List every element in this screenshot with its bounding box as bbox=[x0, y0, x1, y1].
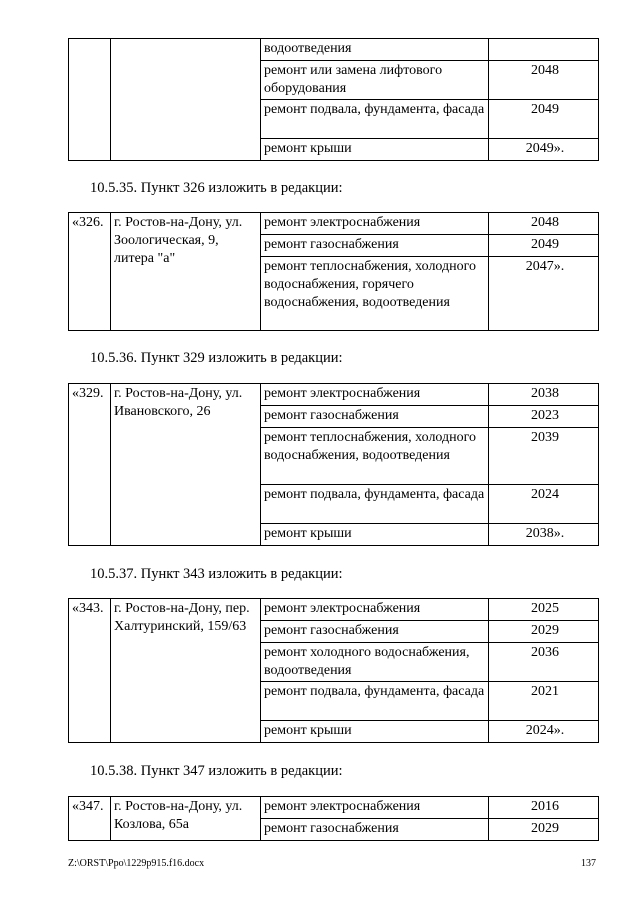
work-cell: ремонт подвала, фундамента, фасада bbox=[261, 485, 489, 524]
table-row bbox=[69, 599, 599, 621]
year-cell: 2021 bbox=[489, 682, 599, 721]
number-cell bbox=[69, 39, 111, 161]
work-cell: ремонт или замена лифтового оборудования bbox=[261, 61, 489, 100]
section-table bbox=[68, 212, 599, 331]
section-heading: 10.5.36. Пункт 329 изложить в редакции: bbox=[90, 350, 343, 366]
work-cell: ремонт газоснабжения bbox=[261, 235, 489, 257]
work-cell: ремонт холодного водоснабжения, водоотведения bbox=[261, 643, 489, 682]
work-cell: ремонт электроснабжения bbox=[261, 213, 489, 235]
work-cell: ремонт подвала, фундамента, фасада bbox=[261, 100, 489, 139]
year-cell: 2049 bbox=[489, 235, 599, 257]
year-cell: 2038 bbox=[489, 384, 599, 406]
section-table bbox=[68, 796, 599, 841]
work-cell: ремонт газоснабжения bbox=[261, 406, 489, 428]
work-cell: ремонт теплоснабжения, холодного водоснабжения, горячего водоснабжения, водоотведения bbox=[261, 257, 489, 331]
footer-page-number: 137 bbox=[581, 858, 596, 869]
address-cell: г. Ростов-на-Дону, ул. Козлова, 65а bbox=[111, 797, 261, 841]
year-cell: 2038». bbox=[489, 524, 599, 546]
table-row bbox=[69, 213, 599, 235]
address-cell: г. Ростов-на-Дону, пер. Халтуринский, 159/63 bbox=[111, 599, 261, 743]
year-cell: 2039 bbox=[489, 428, 599, 485]
year-cell: 2029 bbox=[489, 819, 599, 841]
table-row bbox=[69, 384, 599, 406]
address-cell bbox=[111, 39, 261, 161]
year-cell: 2025 bbox=[489, 599, 599, 621]
table-row bbox=[69, 797, 599, 819]
continuation-table bbox=[68, 38, 599, 161]
work-cell: водоотведения bbox=[261, 39, 489, 61]
year-cell: 2036 bbox=[489, 643, 599, 682]
address-cell: г. Ростов-на-Дону, ул. Ивановского, 26 bbox=[111, 384, 261, 546]
year-cell: 2047». bbox=[489, 257, 599, 331]
work-cell: ремонт теплоснабжения, холодного водоснабжения, водоотведения bbox=[261, 428, 489, 485]
section-table bbox=[68, 383, 599, 546]
work-cell: ремонт подвала, фундамента, фасада bbox=[261, 682, 489, 721]
year-cell: 2024 bbox=[489, 485, 599, 524]
number-cell: «343. bbox=[69, 599, 111, 743]
number-cell: «326. bbox=[69, 213, 111, 331]
year-cell: 2024». bbox=[489, 721, 599, 743]
work-cell: ремонт газоснабжения bbox=[261, 621, 489, 643]
year-cell: 2049 bbox=[489, 100, 599, 139]
work-cell: ремонт газоснабжения bbox=[261, 819, 489, 841]
work-cell: ремонт крыши bbox=[261, 721, 489, 743]
year-cell: 2049». bbox=[489, 139, 599, 161]
work-cell: ремонт электроснабжения bbox=[261, 599, 489, 621]
work-cell: ремонт электроснабжения bbox=[261, 384, 489, 406]
footer-file-path: Z:\ORST\Ppo\1229p915.f16.docx bbox=[68, 858, 205, 869]
section-heading: 10.5.38. Пункт 347 изложить в редакции: bbox=[90, 763, 343, 779]
number-cell: «347. bbox=[69, 797, 111, 841]
work-cell: ремонт крыши bbox=[261, 524, 489, 546]
address-cell: г. Ростов-на-Дону, ул. Зоологическая, 9, литера "а" bbox=[111, 213, 261, 331]
number-cell: «329. bbox=[69, 384, 111, 546]
section-table bbox=[68, 598, 599, 743]
year-cell: 2016 bbox=[489, 797, 599, 819]
work-cell: ремонт крыши bbox=[261, 139, 489, 161]
year-cell: 2023 bbox=[489, 406, 599, 428]
year-cell bbox=[489, 39, 599, 61]
table-row bbox=[69, 39, 599, 61]
section-heading: 10.5.37. Пункт 343 изложить в редакции: bbox=[90, 566, 343, 582]
work-cell: ремонт электроснабжения bbox=[261, 797, 489, 819]
year-cell: 2029 bbox=[489, 621, 599, 643]
year-cell: 2048 bbox=[489, 213, 599, 235]
section-heading: 10.5.35. Пункт 326 изложить в редакции: bbox=[90, 180, 343, 196]
year-cell: 2048 bbox=[489, 61, 599, 100]
